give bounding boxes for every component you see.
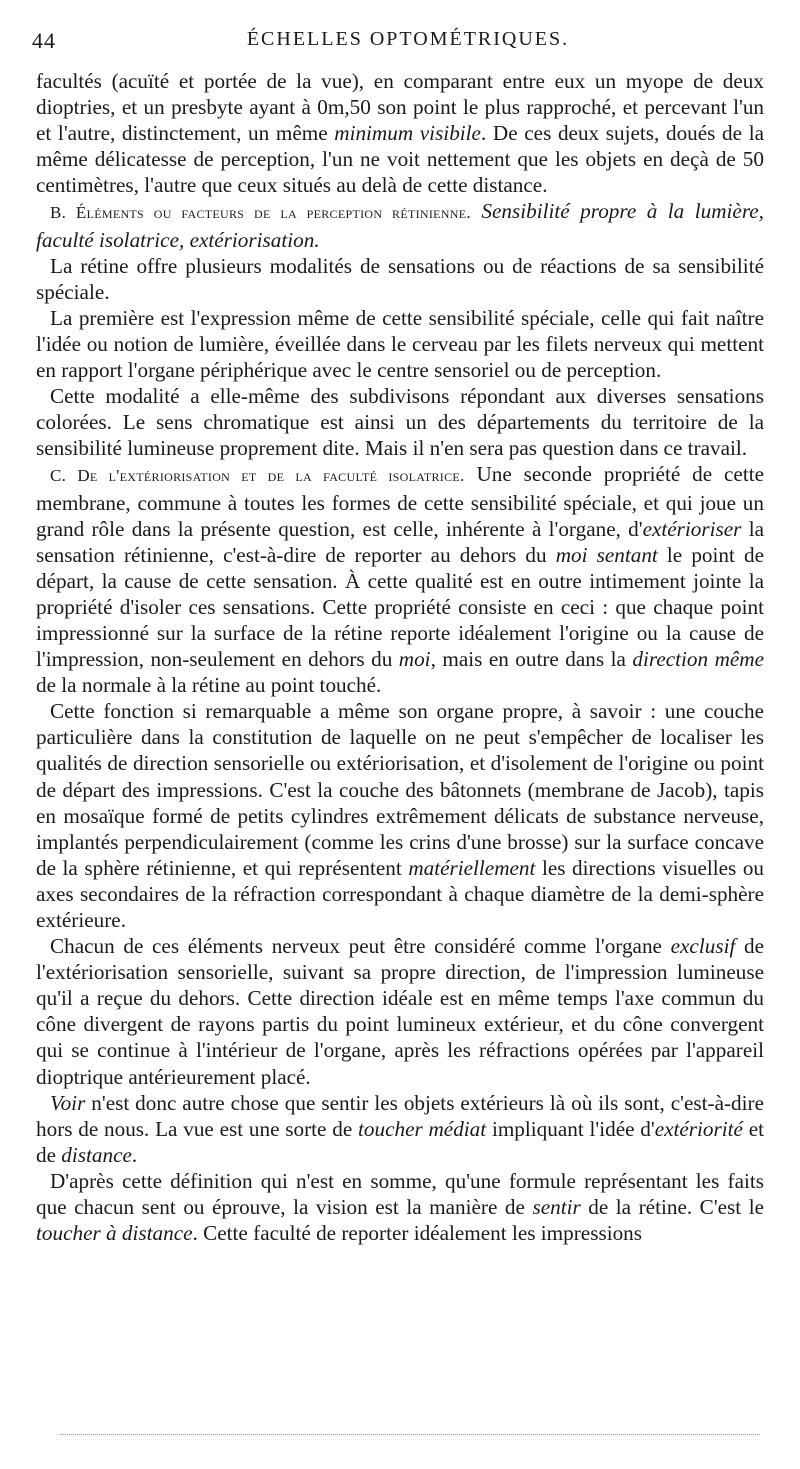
- italic-run: Voir: [50, 1090, 86, 1115]
- paragraph: [36, 698, 764, 933]
- section-b-heading: [36, 198, 764, 252]
- italic-run: moi sentant: [555, 542, 658, 567]
- paragraph-continued: [36, 68, 764, 198]
- text-run: Cette fonction si remarquable a même son organe propre, à savoir : une couche particulière dans la constitution de laquelle on ne peut s'empêcher de localiser les qualités de direction sensorielle ou extériorisation, et d'isolement de l'origine ou point de départ des impressions. C'est la couche des bâtonnets (membrane de Jacob), tapis en mosaïque formé de petits cylindres extrêmement délicats de substance nerveuse, implantés perpendiculairement (comme les crins d'une brosse) sur la surface concave de la sphère rétinienne, et qui représentent: [36, 699, 764, 880]
- italic-run: matériellement: [408, 855, 536, 880]
- italic-run: extériorité: [654, 1116, 743, 1141]
- italic-run: direction même: [632, 647, 764, 672]
- italic-run: moi: [398, 647, 431, 672]
- paragraph: [36, 1090, 764, 1168]
- text-run: . Cette faculté de reporter idéalement les impressions: [192, 1221, 643, 1246]
- section-heading: C. De l'extériorisation et de la faculté isolatrice.: [50, 466, 465, 486]
- text-run: facultés (acuïté et portée de la vue), en comparant entre eux un myope de deux dioptries, et un presbyte ayant à 0m,50 son point le plus rapproché, et percevant l'un et l'autre, distinctement, un même: [36, 69, 764, 146]
- italic-run: exclusif: [670, 934, 736, 959]
- text-run: Une seconde propriété de cette membrane, commune à toutes les formes de cette sensibilité spéciale, et qui joue un grand rôle dans la présente question, est celle, inhérente à l'organe, d': [36, 462, 764, 541]
- text-run: de la rétine. C'est le: [580, 1195, 764, 1220]
- italic-run: minimum visibile: [334, 121, 481, 146]
- section-subtitle: Sensibilité propre à la lumière, faculté isolatrice, extériorisation.: [36, 199, 764, 252]
- section-c-paragraph: [36, 461, 764, 698]
- paragraph: [36, 1168, 764, 1246]
- text-run: , mais en outre dans la: [430, 647, 633, 672]
- text-run: de l'extériorisation sensorielle, suivant sa propre direction, de l'impression lumineuse qu'il a reçue du dehors. Cette direction idéale est en même temps l'axe commun du cône divergent de rayons partis du point lumineux extérieur, et du cône convergent qui se continue à l'intérieur de l'organe, après les réfractions opérées par l'appareil dioptrique antérieurement placé.: [36, 934, 764, 1089]
- paragraph: Cette modalité a elle-même des subdivisons répondant aux diverses sensations colorées. Le sens chromatique est ainsi un des départements du territoire de la sensibilité lumineuse proprement dite. Mais il n'en sera pas question dans ce travail.: [36, 384, 764, 461]
- section-heading: B. Éléments ou facteurs de la perception rétinienne.: [50, 203, 471, 223]
- italic-run: toucher à distance: [36, 1221, 193, 1246]
- page-header: [32, 28, 764, 62]
- text-run: et de: [36, 1116, 765, 1167]
- italic-run: extérioriser: [642, 516, 742, 541]
- text-run: Chacun de ces éléments nerveux peut être considéré comme l'organe: [50, 934, 671, 959]
- italic-run: sentir: [532, 1195, 581, 1220]
- page-number: 44: [32, 28, 56, 53]
- text-run: n'est donc autre chose que sentir les objets extérieurs là où ils sont, c'est-à-dire hors de nous. La vue est une sorte de: [36, 1090, 764, 1141]
- text-run: D'après cette définition qui n'est en somme, qu'une formule représentant les faits que chacun sent ou éprouve, la vision est la manière de: [36, 1168, 764, 1220]
- paragraph: La rétine offre plusieurs modalités de sensations ou de réactions de sa sensibilité spéciale.: [36, 253, 764, 304]
- italic-run: distance: [61, 1142, 132, 1167]
- running-title: ÉCHELLES OPTOMÉTRIQUES.: [246, 28, 570, 50]
- paragraph: [36, 933, 764, 1090]
- body-text: [36, 68, 764, 1246]
- text-run: impliquant l'idée d': [486, 1116, 655, 1141]
- text-run: la sensation rétinienne, c'est-à-dire de reporter au dehors du: [36, 516, 764, 567]
- text-run: le point de départ, la cause de cette sensation. À cette qualité est en outre intimement jointe la propriété d'isoler ces sensations. Cette propriété consiste en ceci : que chaque point impressionné sur la surface de la rétine reporte idéalement l'origine ou la cause de l'impression, non-seulement en dehors du: [36, 542, 764, 672]
- paragraph: La première est l'expression même de cette sensibilité spéciale, celle qui fait naître l'idée ou notion de lumière, éveillée dans le cerveau par les filets nerveux qui mettent en rapport l'organe périphérique avec le centre sensoriel ou de perception.: [36, 305, 764, 383]
- text-run: .: [131, 1142, 138, 1167]
- text-run: de la normale à la rétine au point touché.: [36, 673, 382, 698]
- text-run: les directions visuelles ou axes secondaires de la réfraction correspondant à chaque diamètre de la demi-sphère extérieure.: [36, 855, 765, 932]
- text-run: . De ces deux sujets, doués de la même délicatesse de perception, l'un ne voit nettement que les objets en deçà de 50 centimètres, l'autre que ceux situés au delà de cette distance.: [36, 121, 764, 198]
- footer-dotted-rule: [60, 1434, 760, 1435]
- italic-run: toucher médiat: [358, 1116, 487, 1141]
